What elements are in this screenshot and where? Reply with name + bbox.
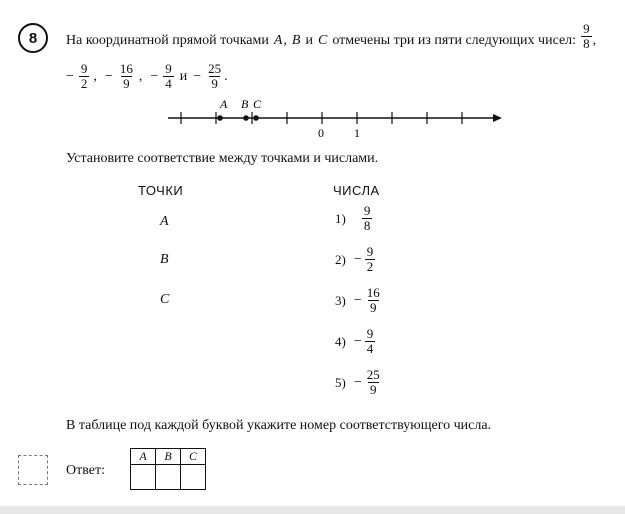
- label-c: C: [253, 97, 262, 111]
- option-1: 1) $\frac{9}{8}$: [335, 203, 371, 233]
- option-5-fraction: $\frac{25}{9}$: [366, 367, 380, 397]
- answer-checkbox[interactable]: [18, 455, 48, 485]
- option-4: 4) − $\frac{9}{4}$: [335, 326, 374, 356]
- point-a-marker: [217, 115, 223, 121]
- label-one: 1: [354, 126, 360, 140]
- task-number-badge: [18, 23, 48, 53]
- option-2-fraction: $\frac{9}{2}$: [366, 244, 374, 274]
- answer-cell-a[interactable]: [131, 465, 156, 490]
- option-1-fraction: $\frac{9}{8}$: [363, 203, 371, 233]
- answer-label: Ответ:: [66, 463, 105, 478]
- intro-point-a: A: [273, 32, 283, 48]
- numbers-header: ЧИСЛА: [333, 183, 380, 198]
- number-line: [160, 96, 510, 144]
- point-c-marker: [253, 115, 259, 121]
- option-4-fraction: $\frac{9}{4}$: [366, 326, 374, 356]
- inline-fraction-4: $\frac{9}{4}$: [165, 61, 172, 91]
- option-3-fraction: $\frac{16}{9}$: [366, 285, 380, 315]
- option-2: 2) − $\frac{9}{2}$: [335, 244, 374, 274]
- bottom-bar: [0, 506, 625, 514]
- table-instruction: В таблице под каждой буквой укажите номер соответствующего числа.: [66, 418, 492, 433]
- number-line-arrow: [493, 114, 502, 122]
- answer-table-inputs: [131, 465, 206, 490]
- answer-header-a: A: [131, 449, 156, 465]
- inline-fractions-line: − $\frac{9}{2}$ , − $\frac{16}{9}$ , − $\frac{9}{4}$ и − $\frac{25}{9}$ .: [66, 61, 228, 91]
- points-header: ТОЧКИ: [138, 183, 184, 198]
- intro-point-c: C: [317, 32, 328, 48]
- intro-and: и: [305, 32, 313, 48]
- inline-fraction-2: $\frac{9}{2}$: [80, 61, 88, 91]
- answer-cell-b[interactable]: [156, 465, 181, 490]
- task-number: 8: [28, 29, 38, 47]
- point-c: C: [160, 292, 170, 307]
- label-zero: 0: [318, 126, 324, 140]
- point-b: B: [160, 252, 169, 267]
- answer-header-c: C: [181, 449, 206, 465]
- point-a: A: [160, 214, 169, 229]
- option-3: 3) − $\frac{16}{9}$: [335, 285, 380, 315]
- answer-header-b: B: [156, 449, 181, 465]
- inline-fraction-1: $\frac{9}{8}$: [583, 21, 590, 51]
- task-intro-line: На координатной прямой точками A , B и C отмечены три из пяти следующих чисел: $\frac{9}{8}$ ,: [66, 21, 597, 51]
- intro-point-b: B: [291, 32, 301, 48]
- inline-fraction-5: $\frac{25}{9}$: [208, 61, 222, 91]
- intro-rest: отмечены три из пяти следующих чисел:: [332, 32, 577, 48]
- label-a: A: [220, 97, 228, 111]
- answer-table-header: [131, 449, 206, 465]
- answer-cell-c[interactable]: [181, 465, 206, 490]
- option-5: 5) − $\frac{25}{9}$: [335, 367, 380, 397]
- label-b: B: [241, 97, 249, 111]
- point-b-marker: [243, 115, 249, 121]
- intro-comma: ,: [283, 32, 287, 48]
- matching-instruction: Установите соответствие между точками и числами.: [66, 151, 379, 166]
- inline-and: и: [179, 68, 188, 84]
- inline-fraction-3: $\frac{16}{9}$: [119, 61, 133, 91]
- intro-text: На координатной прямой точками: [66, 32, 269, 48]
- answer-table: [130, 448, 206, 490]
